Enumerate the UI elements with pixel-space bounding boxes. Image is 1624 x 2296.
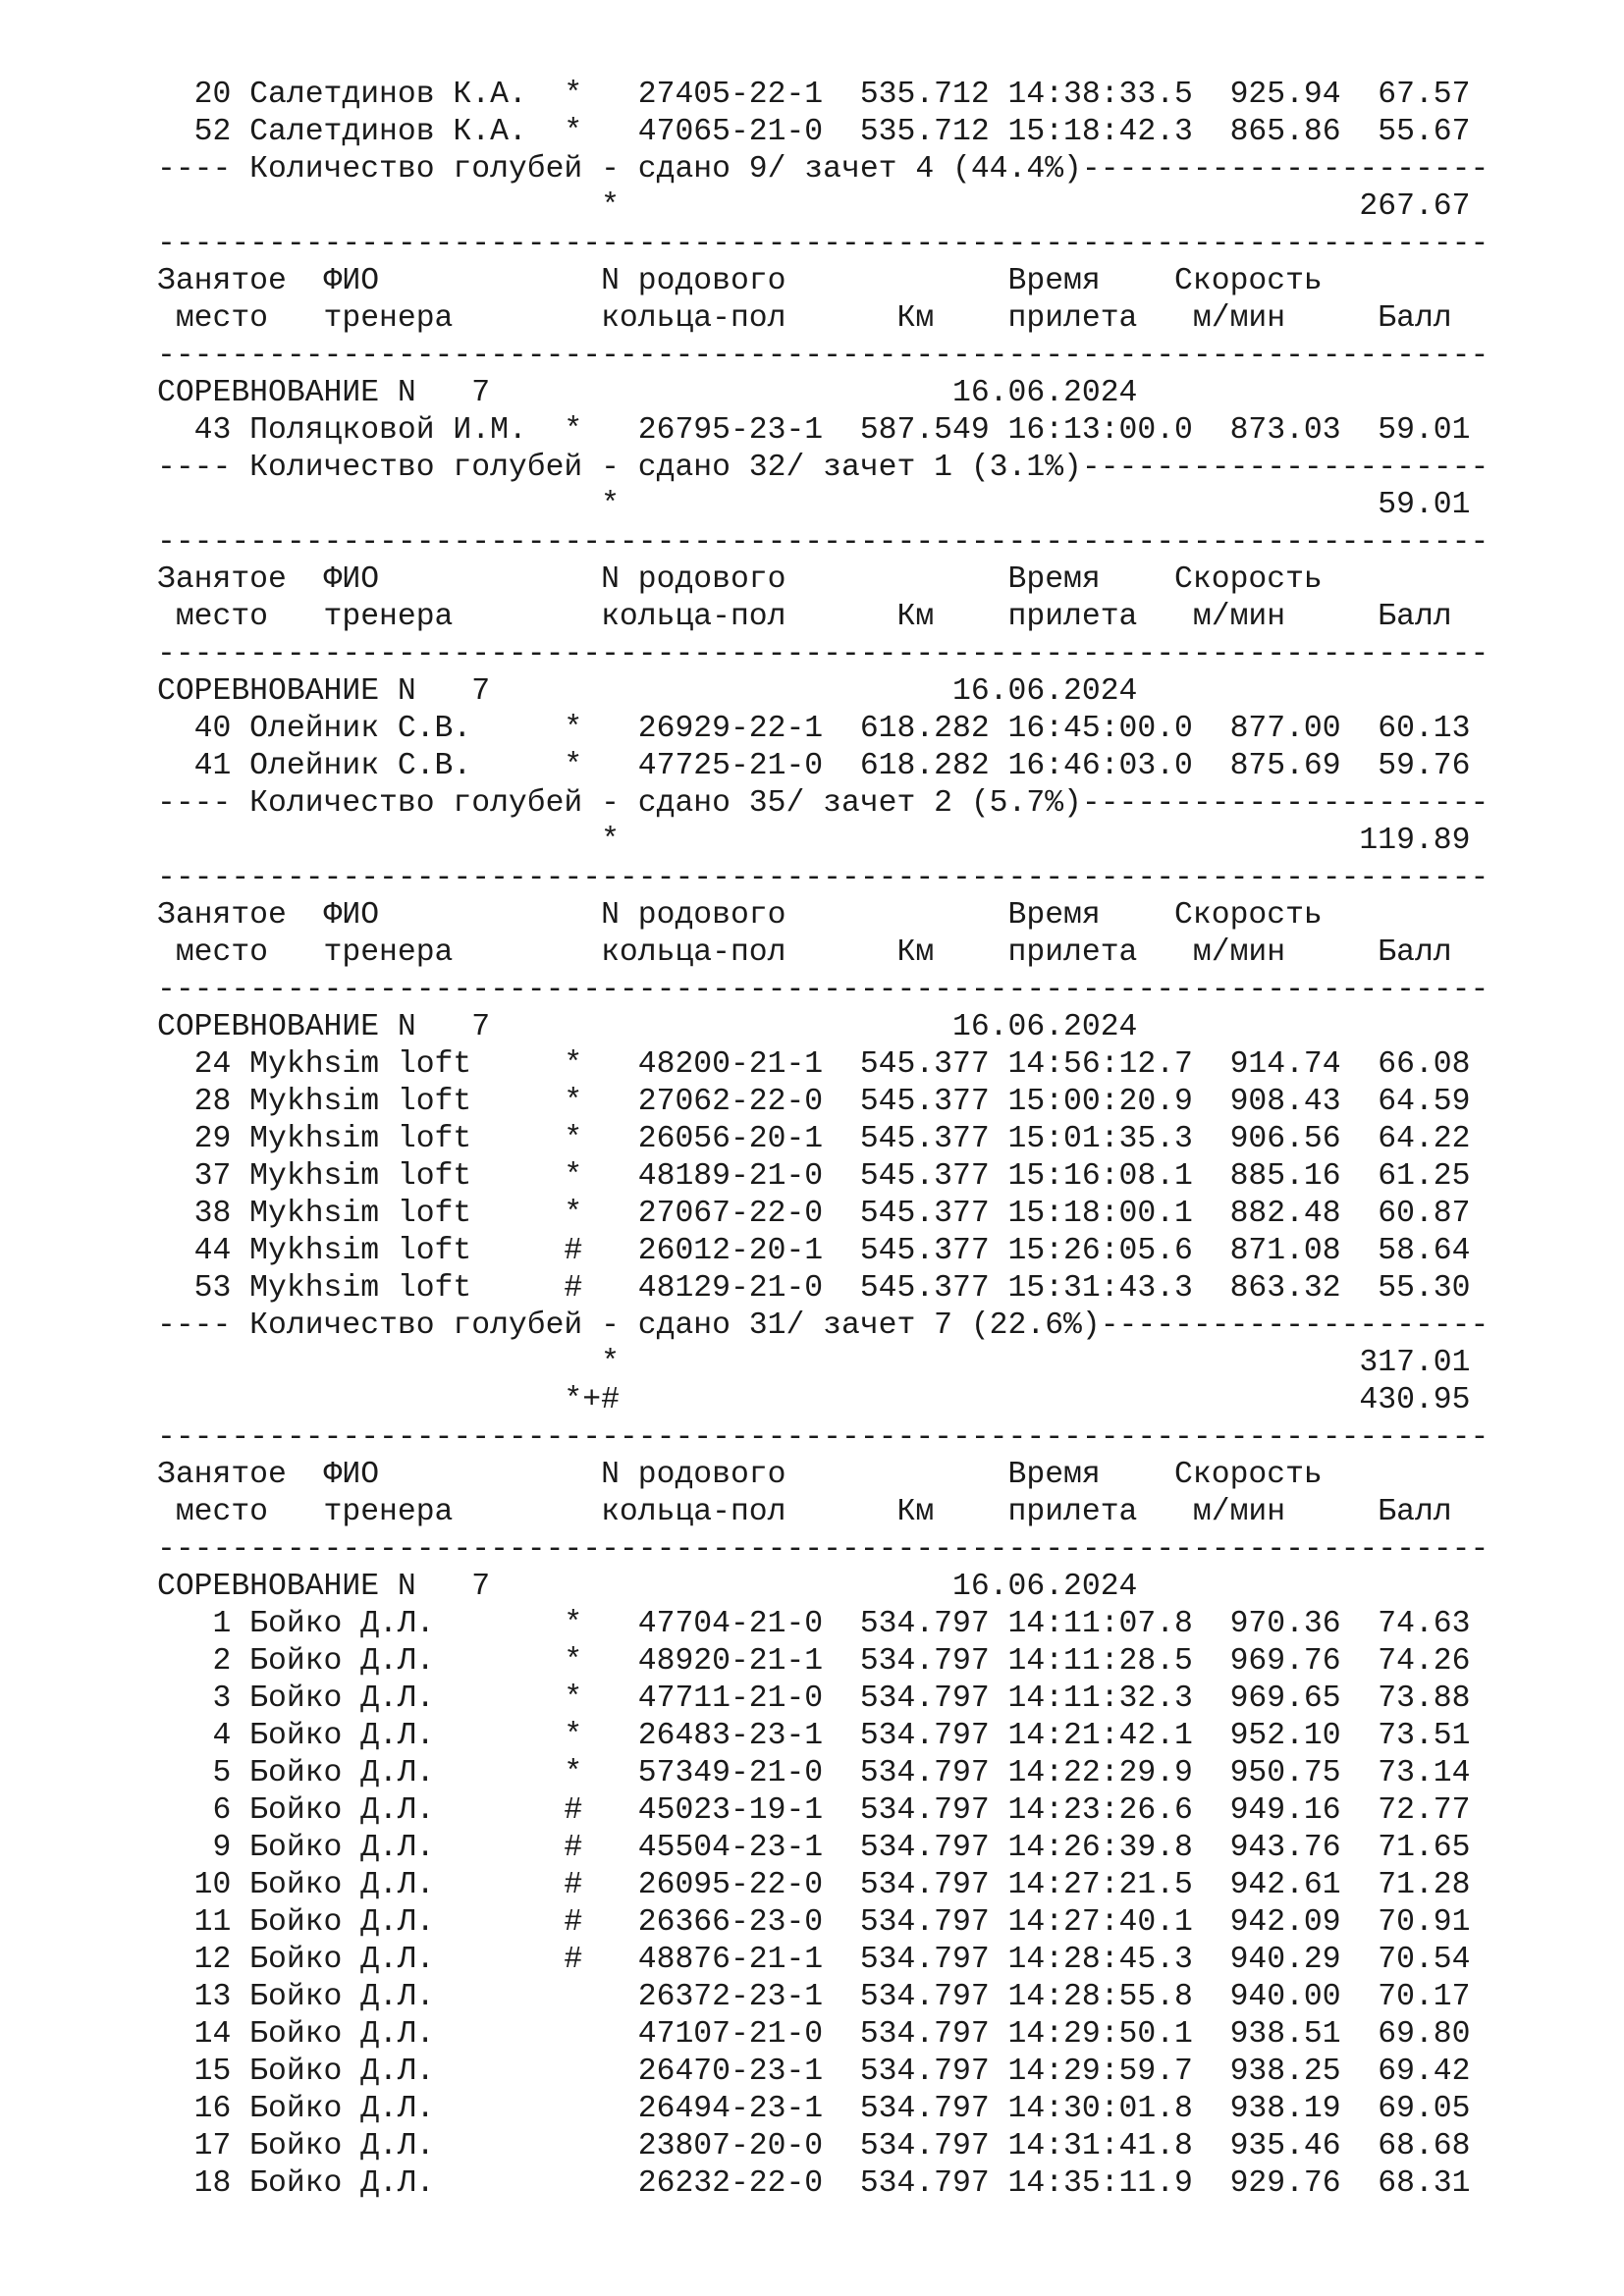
result-row: 2 Бойко Д.Л. * 48920-21-1 534.797 14:11:28.5 969.76 74.26 [157,1644,1471,1679]
result-row: 37 Mykhsim loft * 48189-21-0 545.377 15:16:08.1 885.16 61.25 [157,1159,1471,1194]
column-header: Занятое ФИО N родового Время Скорость [157,1458,1323,1492]
result-row: 53 Mykhsim loft # 48129-21-0 545.377 15:31:43.3 863.32 55.30 [157,1271,1471,1306]
column-header: место тренера кольца-пол Км прилета м/мин Балл [157,301,1452,336]
total-line: * 119.89 [157,824,1471,858]
result-row: 11 Бойко Д.Л. # 26366-23-0 534.797 14:27:40.1 942.09 70.91 [157,1905,1471,1940]
result-row: 9 Бойко Д.Л. # 45504-23-1 534.797 14:26:39.8 943.76 71.65 [157,1831,1471,1865]
result-row: 20 Салетдинов К.А. * 27405-22-1 535.712 14:38:33.5 925.94 67.57 [157,78,1471,112]
results-listing [157,77,1489,2203]
result-row: 41 Олейник С.В. * 47725-21-0 618.282 16:46:03.0 875.69 59.76 [157,749,1471,783]
result-row: 24 Mykhsim loft * 48200-21-1 545.377 14:56:12.7 914.74 66.08 [157,1047,1471,1082]
total-line: *+# 430.95 [157,1383,1471,1417]
total-line: * 317.01 [157,1346,1471,1380]
result-row: 18 Бойко Д.Л. 26232-22-0 534.797 14:35:11.9 929.76 68.31 [157,2166,1471,2201]
result-row: 6 Бойко Д.Л. # 45023-19-1 534.797 14:23:26.6 949.16 72.77 [157,1793,1471,1828]
result-row: 1 Бойко Д.Л. * 47704-21-0 534.797 14:11:07.8 970.36 74.63 [157,1607,1471,1641]
competition-header: СОРЕВНОВАНИЕ N 7 16.06.2024 [157,674,1138,709]
result-row: 43 Поляцковой И.М. * 26795-23-1 587.549 16:13:00.0 873.03 59.01 [157,413,1471,448]
result-row: 28 Mykhsim loft * 27062-22-0 545.377 15:00:20.9 908.43 64.59 [157,1085,1471,1119]
column-header: Занятое ФИО N родового Время Скорость [157,562,1323,597]
result-row: 13 Бойко Д.Л. 26372-23-1 534.797 14:28:55.8 940.00 70.17 [157,1980,1471,2014]
result-row: 15 Бойко Д.Л. 26470-23-1 534.797 14:29:59.7 938.25 69.42 [157,2055,1471,2089]
result-row: 12 Бойко Д.Л. # 48876-21-1 534.797 14:28:45.3 940.29 70.54 [157,1943,1471,1977]
result-row: 4 Бойко Д.Л. * 26483-23-1 534.797 14:21:42.1 952.10 73.51 [157,1719,1471,1753]
result-row: 52 Салетдинов К.А. * 47065-21-0 535.712 15:18:42.3 865.86 55.67 [157,115,1471,149]
column-header: место тренера кольца-пол Км прилета м/мин Балл [157,935,1452,970]
result-row: 17 Бойко Д.Л. 23807-20-0 534.797 14:31:41.8 935.46 68.68 [157,2129,1471,2163]
separator-line: ------------------------------------------------------------------------ [157,1420,1489,1455]
separator-line: ------------------------------------------------------------------------ [157,227,1489,261]
separator-line: ------------------------------------------------------------------------ [157,1532,1489,1567]
separator-line: ------------------------------------------------------------------------ [157,861,1489,895]
separator-line: ------------------------------------------------------------------------ [157,339,1489,373]
competition-header: СОРЕВНОВАНИЕ N 7 16.06.2024 [157,1570,1138,1604]
column-header: место тренера кольца-пол Км прилета м/мин Балл [157,600,1452,634]
competition-header: СОРЕВНОВАНИЕ N 7 16.06.2024 [157,376,1138,410]
separator-line: ------------------------------------------------------------------------ [157,525,1489,560]
result-row: 14 Бойко Д.Л. 47107-21-0 534.797 14:29:50.1 938.51 69.80 [157,2017,1471,2052]
total-line: * 267.67 [157,189,1471,224]
result-row: 40 Олейник С.В. * 26929-22-1 618.282 16:45:00.0 877.00 60.13 [157,712,1471,746]
separator-line: ------------------------------------------------------------------------ [157,637,1489,671]
column-header: место тренера кольца-пол Км прилета м/мин Балл [157,1495,1452,1529]
column-header: Занятое ФИО N родового Время Скорость [157,264,1323,298]
result-row: 10 Бойко Д.Л. # 26095-22-0 534.797 14:27:21.5 942.61 71.28 [157,1868,1471,1902]
result-row: 44 Mykhsim loft # 26012-20-1 545.377 15:26:05.6 871.08 58.64 [157,1234,1471,1268]
summary-line: ---- Количество голубей - сдано 35/ зачет 2 (5.7%)---------------------- [157,786,1489,821]
separator-line: ------------------------------------------------------------------------ [157,973,1489,1007]
result-row: 38 Mykhsim loft * 27067-22-0 545.377 15:18:00.1 882.48 60.87 [157,1197,1471,1231]
result-row: 16 Бойко Д.Л. 26494-23-1 534.797 14:30:01.8 938.19 69.05 [157,2092,1471,2126]
column-header: Занятое ФИО N родового Время Скорость [157,898,1323,933]
summary-line: ---- Количество голубей - сдано 32/ зачет 1 (3.1%)---------------------- [157,451,1489,485]
result-row: 5 Бойко Д.Л. * 57349-21-0 534.797 14:22:29.9 950.75 73.14 [157,1756,1471,1790]
competition-header: СОРЕВНОВАНИЕ N 7 16.06.2024 [157,1010,1138,1044]
result-row: 29 Mykhsim loft * 26056-20-1 545.377 15:01:35.3 906.56 64.22 [157,1122,1471,1156]
summary-line: ---- Количество голубей - сдано 9/ зачет 4 (44.4%)---------------------- [157,152,1489,187]
summary-line: ---- Количество голубей - сдано 31/ зачет 7 (22.6%)--------------------- [157,1308,1489,1343]
result-row: 3 Бойко Д.Л. * 47711-21-0 534.797 14:11:32.3 969.65 73.88 [157,1682,1471,1716]
total-line: * 59.01 [157,488,1471,522]
